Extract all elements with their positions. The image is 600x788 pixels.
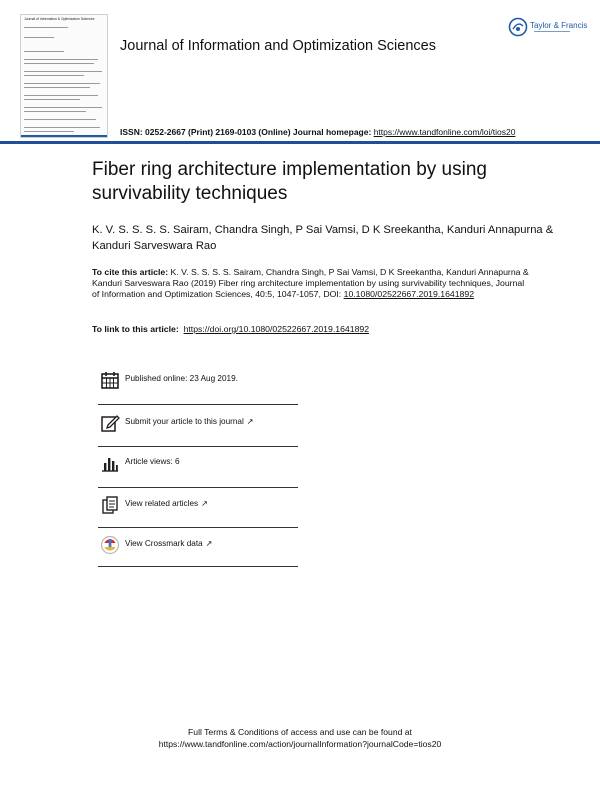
cover-thumbnail-title: Journal of Information & Optimization Sciences xyxy=(24,17,95,21)
publisher-logo[interactable] xyxy=(508,14,588,44)
cover-line xyxy=(24,111,86,112)
citation-text: K. V. S. S. S. S. Sairam, Chandra Singh, P Sai Vamsi, D K Sreekantha, Kanduri Annapurna & Kanduri Sarveswara Rao (2019) Fiber ring architecture implementation by using survivability techniques, Journal of Information and Optimization Sciences, 40:5, 1047-1057, DOI: xyxy=(92,267,529,299)
published-date: Published online: 23 Aug 2019. xyxy=(125,374,238,383)
cover-line xyxy=(24,75,84,76)
related-articles-link[interactable] xyxy=(125,499,208,508)
submit-article-link[interactable] xyxy=(125,417,253,426)
related-articles-label: View related articles xyxy=(125,499,199,508)
crossmark-icon xyxy=(100,535,120,555)
article-authors: K. V. S. S. S. S. Sairam, Chandra Singh, P Sai Vamsi, D K Sreekantha, Kanduri Annapurna & Kanduri Sarveswara Rao xyxy=(92,224,554,252)
citation-label: To cite this article: xyxy=(92,267,169,277)
citation-doi-link[interactable]: 10.1080/02522667.2019.1641892 xyxy=(343,289,475,299)
row-divider xyxy=(98,446,298,447)
footer-terms-text: Full Terms & Conditions of access and use can be found at xyxy=(188,727,412,737)
bar-chart-icon xyxy=(100,453,120,473)
external-link-icon: ↗ xyxy=(201,499,208,508)
article-title: Fiber ring architecture implementation by using survivability techniques xyxy=(92,159,487,204)
cover-line xyxy=(24,131,74,132)
citation-block xyxy=(92,267,532,300)
article-link-line xyxy=(92,324,369,334)
cover-line xyxy=(24,63,94,64)
cover-line xyxy=(24,37,54,38)
crossmark-label: View Crossmark data xyxy=(125,539,203,548)
cover-line xyxy=(24,99,80,100)
footer xyxy=(0,726,600,750)
article-views-count: Article views: 6 xyxy=(125,457,180,466)
cover-line xyxy=(24,83,100,84)
cover-line xyxy=(24,87,90,88)
publisher-logo-underline xyxy=(534,31,570,32)
documents-icon xyxy=(100,495,120,515)
article-doi-url[interactable]: https://doi.org/10.1080/02522667.2019.1641892 xyxy=(183,324,370,334)
issn-label: ISSN: 0252-2667 (Print) 2169-0103 (Online) Journal homepage: xyxy=(120,127,372,137)
row-divider xyxy=(98,487,298,488)
cover-line xyxy=(24,119,96,120)
calendar-icon xyxy=(100,370,120,390)
cover-line xyxy=(24,71,102,72)
journal-homepage-link[interactable]: https://www.tandfonline.com/loi/tios20 xyxy=(373,127,516,137)
cover-line xyxy=(24,59,98,60)
row-divider xyxy=(98,527,298,528)
journal-title: Journal of Information and Optimization Sciences xyxy=(120,38,436,54)
footer-terms-link[interactable]: https://www.tandfonline.com/action/journalInformation?journalCode=tios20 xyxy=(158,739,442,749)
cover-line xyxy=(24,107,102,108)
row-divider xyxy=(98,566,298,567)
external-link-icon: ↗ xyxy=(205,539,213,548)
header-rule xyxy=(0,141,600,144)
edit-icon xyxy=(100,413,120,433)
submit-article-label: Submit your article to this journal xyxy=(125,417,244,426)
publisher-logo-text: Taylor & Francis xyxy=(530,21,588,30)
cover-line xyxy=(24,95,98,96)
link-label: To link to this article: xyxy=(92,324,179,334)
row-divider xyxy=(98,404,298,405)
cover-strip xyxy=(21,135,107,137)
cover-line xyxy=(24,127,100,128)
cover-line xyxy=(24,51,64,52)
external-link-icon: ↗ xyxy=(246,417,254,426)
cover-line xyxy=(24,27,68,28)
crossmark-link[interactable] xyxy=(125,539,212,548)
issn-homepage-line xyxy=(120,127,515,137)
publisher-logo-icon xyxy=(508,17,528,37)
journal-cover-thumbnail[interactable] xyxy=(20,14,108,138)
